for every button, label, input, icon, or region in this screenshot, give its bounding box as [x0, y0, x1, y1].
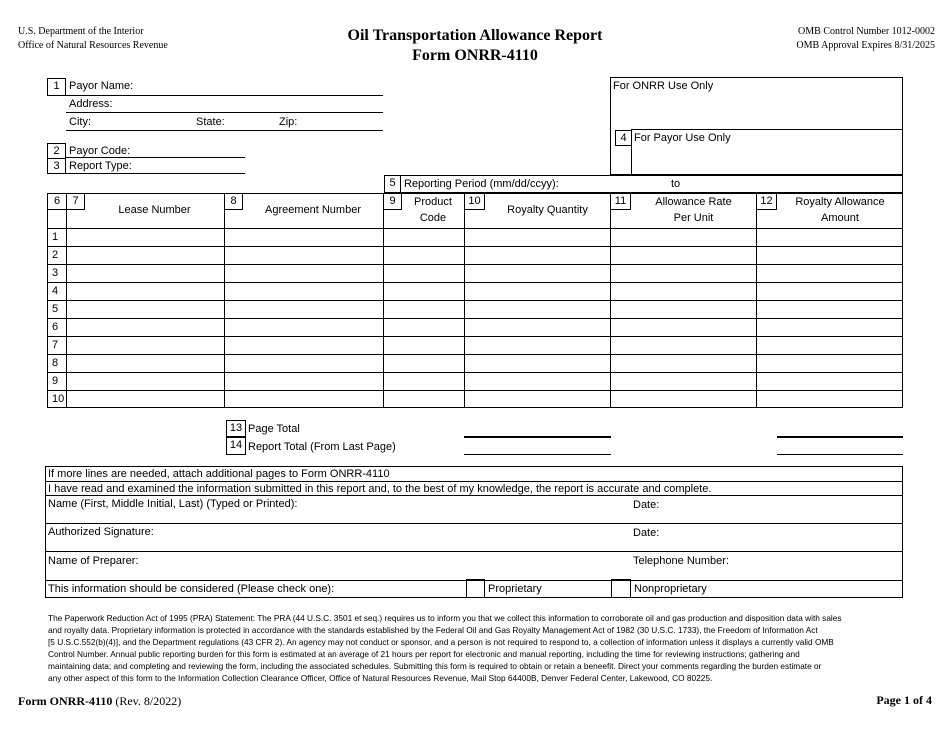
table-row-number: 8	[52, 357, 59, 369]
table-row-number: 4	[52, 285, 59, 297]
col-header-product-code	[402, 194, 464, 226]
col-header-agreement-number	[243, 202, 383, 218]
date-label-2: Date:	[633, 527, 660, 539]
pra-statement-line: maintaining data; and completing and reviewing the form, including the associated schedules. Submitting this form is required to obtain or retain a beneeﬁt. Direct your comments regarding the burden estimate or	[48, 661, 822, 671]
zip-label: Zip:	[279, 116, 298, 128]
table-row-number: 2	[52, 249, 59, 261]
report-total-amount-line[interactable]	[777, 454, 903, 455]
field-number-6: 6	[47, 193, 67, 210]
report-total-quantity-line[interactable]	[464, 454, 611, 455]
col-header-allowance-rate-line1: Allowance Rate	[655, 196, 732, 208]
city-label: City:	[69, 116, 91, 128]
row-divider	[47, 390, 903, 391]
form-title	[300, 26, 650, 66]
row-divider	[47, 318, 903, 319]
field-number-10: 10	[464, 193, 485, 210]
report-type-line[interactable]	[66, 173, 245, 174]
form-title-line-2: Form ONRR-4110	[412, 47, 538, 64]
field-number-4: 4	[615, 130, 632, 146]
report-total-label: Report Total (From Last Page)	[248, 441, 396, 453]
col-header-product-code-line2: Code	[419, 212, 447, 224]
field-number-12: 12	[756, 193, 777, 210]
form-title-line-1: Oil Transportation Allowance Report	[347, 27, 603, 44]
row-divider	[47, 246, 903, 247]
nonproprietary-checkbox[interactable]	[611, 579, 631, 598]
table-header-divider	[47, 228, 903, 229]
proprietary-checkbox[interactable]	[466, 579, 485, 598]
cert-divider	[45, 551, 903, 552]
footer-form-id	[18, 694, 181, 709]
row-divider	[47, 336, 903, 337]
table-row-number: 3	[52, 267, 59, 279]
telephone-number-label: Telephone Number:	[633, 555, 730, 567]
field-number-1: 1	[47, 78, 66, 96]
row-divider	[47, 282, 903, 283]
pra-statement-line: The Paperwork Reduction Act of 1995 (PRA) Statement: The PRA (44 U.S.C. 3501 et seq.) requires us to inform you that we collect this information to corroborate oil and gas production and disposition data with sales	[48, 613, 842, 623]
payor-name-label: Payor Name:	[69, 80, 134, 92]
col-header-agreement-number-text: Agreement Number	[265, 204, 361, 216]
page-total-label: Page Total	[248, 423, 300, 435]
field-number-3: 3	[47, 158, 66, 174]
field-number-14: 14	[226, 437, 246, 455]
table-row-number: 9	[52, 375, 59, 387]
field-number-7: 7	[66, 193, 85, 210]
col-header-lease-number-text: Lease Number	[118, 204, 191, 216]
reporting-period-to-label: to	[671, 178, 681, 190]
table-row-number: 1	[52, 231, 59, 243]
cert-divider	[45, 495, 903, 496]
payor-code-line[interactable]	[66, 157, 245, 158]
field-number-9: 9	[383, 193, 402, 210]
certification-statement: I have read and examined the information submitted in this report and, to the best of my knowledge, the report is accurate and complete.	[48, 483, 712, 495]
col-header-lease-number	[85, 202, 224, 218]
table-row-number: 6	[52, 321, 59, 333]
footer-form-name: Form ONRR-4110	[18, 694, 113, 708]
field-number-8: 8	[224, 193, 243, 210]
state-label: State:	[196, 116, 225, 128]
pra-statement	[48, 612, 908, 684]
col-header-royalty-allowance-line2: Amount	[821, 212, 859, 224]
table-row-number: 7	[52, 339, 59, 351]
field-number-5: 5	[384, 175, 401, 193]
payor-code-label: Payor Code:	[69, 145, 131, 157]
agency-line-2: Office of Natural Resources Revenue	[18, 40, 168, 51]
name-label: Name (First, Middle Initial, Last) (Typed or Printed):	[48, 498, 298, 510]
pra-statement-line: [5 U.S.C.552(b)(4)], and the Department regulations (43 CFR 2). An agency may not conduct or sponsor, and a person is not required to respond to, a collection of information unless it displays a currently valid OMB	[48, 637, 834, 647]
row-divider	[47, 300, 903, 301]
field-number-11: 11	[610, 193, 631, 210]
page-total-amount-line[interactable]	[777, 436, 903, 438]
row-divider	[47, 264, 903, 265]
col-header-royalty-quantity-text: Royalty Quantity	[507, 204, 588, 216]
footer-page-number: Page 1 of 4	[876, 693, 932, 707]
row-divider	[47, 354, 903, 355]
col-header-royalty-allowance	[777, 194, 903, 226]
agency-line-1: U.S. Department of the Interior	[18, 26, 144, 37]
city-state-zip-line[interactable]	[66, 130, 383, 131]
cert-divider	[45, 523, 903, 524]
page-total-quantity-line[interactable]	[464, 436, 611, 438]
field-number-13: 13	[226, 420, 246, 437]
preparer-name-label: Name of Preparer:	[48, 555, 139, 567]
payor-use-only-box[interactable]	[631, 129, 903, 175]
col-header-royalty-allowance-line1: Royalty Allowance	[795, 196, 885, 208]
field-number-2: 2	[47, 143, 66, 159]
omb-control-number: OMB Control Number 1012-0002	[798, 26, 935, 37]
pra-statement-line: Control Number. Annual public reporting burden for this form is estimated at an average of 21 hours per report for electronic and manual reporting, including the time for reviewing instructions; gathering and	[48, 649, 800, 659]
col-header-royalty-quantity	[485, 202, 610, 218]
table-row-number: 10	[52, 393, 65, 405]
omb-approval-expiry: OMB Approval Expires 8/31/2025	[796, 40, 935, 51]
agency-header	[18, 25, 168, 53]
col-header-product-code-line1: Product	[414, 196, 452, 208]
onrr-use-only-label: For ONRR Use Only	[613, 80, 714, 92]
pra-statement-line: and royalty data. Proprietary information is protected in accordance with the standards established by the Federal Oil and Gas Royalty Management Act of 1982 (30 U.S.C. 1733), the Freedom of Information Act	[48, 625, 818, 635]
address-line[interactable]	[66, 112, 383, 113]
table-row-number: 5	[52, 303, 59, 315]
col-header-allowance-rate	[631, 194, 756, 226]
more-lines-note: If more lines are needed, attach additional pages to Form ONRR-4110	[48, 468, 390, 480]
report-type-label: Report Type:	[69, 160, 132, 172]
payor-name-line[interactable]	[66, 95, 383, 96]
proprietary-label: Proprietary	[488, 583, 542, 595]
pra-statement-line: any other aspect of this form to the Information Collection Clearance Officer, Office of Natural Resources Revenue, Mail Stop 64400B, Denver Federal Center, Lakewood, CO 80225.	[48, 673, 713, 683]
date-label-1: Date:	[633, 499, 660, 511]
footer-revision: (Rev. 8/2022)	[115, 694, 182, 708]
consideration-label: This information should be considered (Please check one):	[48, 583, 335, 595]
authorized-signature-label: Authorized Signature:	[48, 526, 154, 538]
nonproprietary-label: Nonproprietary	[634, 583, 707, 595]
address-label: Address:	[69, 98, 113, 110]
col-header-allowance-rate-line2: Per Unit	[673, 212, 714, 224]
payor-use-only-label: For Payor Use Only	[634, 132, 731, 144]
row-divider	[47, 372, 903, 373]
reporting-period-label: Reporting Period (mm/dd/ccyy):	[404, 178, 559, 190]
omb-info	[796, 25, 935, 53]
